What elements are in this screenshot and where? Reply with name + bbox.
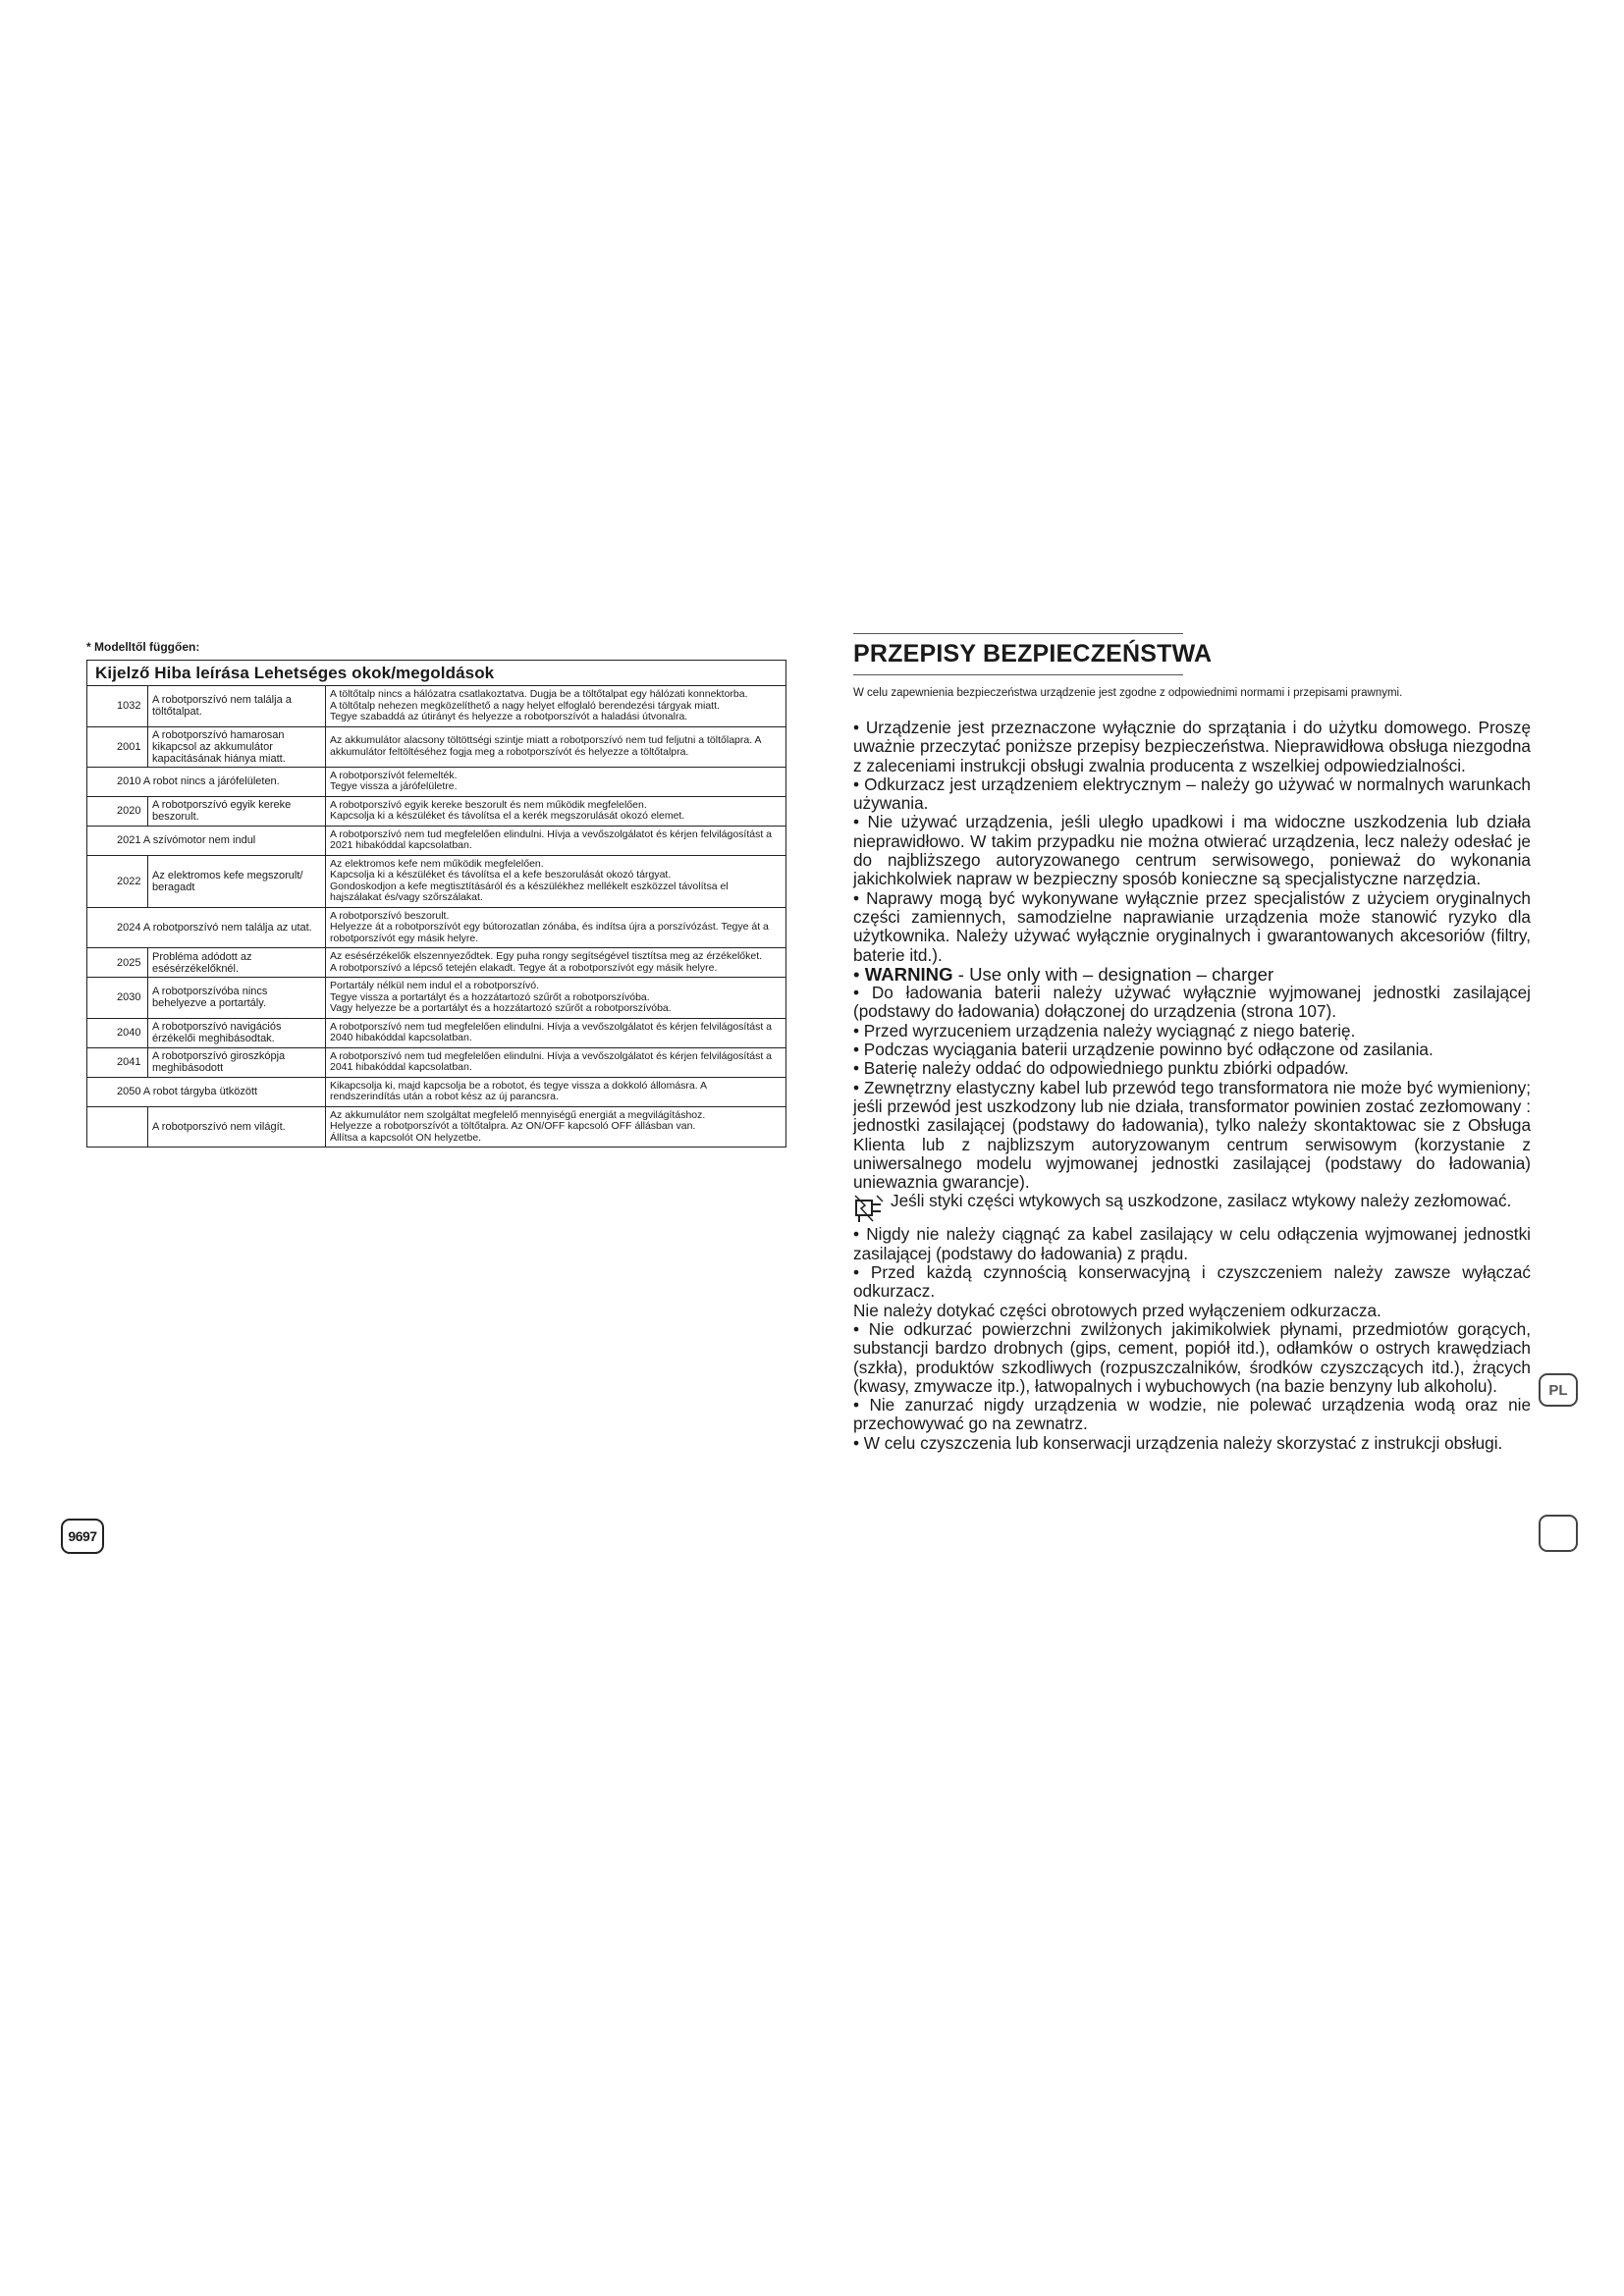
damaged-plug-icon bbox=[853, 1192, 887, 1225]
solution-line: Tegye vissza a járófelületre. bbox=[330, 780, 458, 792]
paragraph: • Nie odkurzać powierzchni zwilżonych jakimikolwiek płynami, przedmiotów gorących, substancji bardzo drobnych (gips, cement, popiół itd.), odłamków o ostrych krawędziach (szkła), produktów szkodliwych (rozpuszczalników, środków czyszczących itd.), żrących (kwasy, zmywacze itp.), łatwopalnych i wybuchowych (na bazie benzyny lub alkoholu). bbox=[853, 1318, 1531, 1396]
error-solution bbox=[326, 1077, 786, 1106]
paragraph: • Naprawy mogą być wykonywane wyłącznie przez specjalistów z użyciem oryginalnych części zamiennych, samodzielne naprawianie urządzenia może stanowić ryzyko dla użytkownika. Należy używać wyłącznie oryginalnych i gwarantowanych akcesoriów (filtry, baterie itd.). bbox=[853, 887, 1531, 965]
table-row bbox=[87, 1018, 786, 1047]
paragraph: Jeśli styki części wtykowych są uszkodzone, zasilacz wtykowy należy zezłomować. bbox=[891, 1191, 1512, 1211]
table-row bbox=[87, 978, 786, 1019]
table-row bbox=[87, 907, 786, 948]
error-description: A robotporszívó giroszkópja meghibásodott bbox=[148, 1047, 326, 1077]
paragraph: • Baterię należy oddać do odpowiedniego punktu zbiórki odpadów. bbox=[853, 1058, 1349, 1079]
paragraph: • Do ładowania baterii należy używać wyłącznie wyjmowanej jednostki zasilającej (podstawy do ładowania) dołączonej do urządzenia (strona 107). bbox=[853, 983, 1531, 1022]
error-solution bbox=[326, 948, 786, 978]
error-code: 2025 bbox=[87, 948, 148, 978]
error-solution bbox=[326, 907, 786, 948]
error-solution bbox=[326, 726, 786, 767]
solution-line: Kapcsolja ki a készüléket és távolítsa el a kerék megszorulását okozó elemet. bbox=[330, 810, 685, 822]
error-code-description: 2021 A szívómotor nem indul bbox=[87, 826, 326, 855]
page-number-box bbox=[1539, 1515, 1578, 1552]
paragraph: • Nie zanurzać nigdy urządzenia w wodzie, nie polewać urządzenia wodą oraz nie przechowywać go na zewnatrz. bbox=[853, 1395, 1531, 1434]
paragraph: • Przed każdą czynnością konserwacyjną i czyszczeniem należy zawsze wyłączać odkurzacz. bbox=[853, 1262, 1531, 1302]
table-header-row bbox=[87, 661, 786, 686]
error-description: A robotporszívóba nincs behelyezve a portartály. bbox=[148, 978, 326, 1019]
error-code: 2001 bbox=[87, 726, 148, 767]
paragraph: • W celu czyszczenia lub konserwacji urządzenia należy skorzystać z instrukcji obsługi. bbox=[853, 1432, 1503, 1453]
solution-line: Az esésérzékelők elszennyeződtek. Egy puha rongy segítségével tisztítsa meg az érzékelőket. bbox=[330, 950, 763, 962]
error-description: Probléma adódott az esésérzékelőknél. bbox=[148, 948, 326, 978]
table-row bbox=[87, 855, 786, 907]
error-solution bbox=[326, 978, 786, 1019]
solution-line: A töltőtalp nehezen megközelíthető a nagy helyet elfoglaló berendezési tárgyak miatt. bbox=[330, 699, 720, 712]
table-row bbox=[87, 726, 786, 767]
page-title: PRZEPISY BEZPIECZEŃSTWA bbox=[853, 640, 1213, 667]
error-description: A robotporszívó navigációs érzékelői meghibásodtak. bbox=[148, 1018, 326, 1047]
table-row bbox=[87, 796, 786, 826]
divider bbox=[853, 674, 1183, 675]
error-solution bbox=[326, 1018, 786, 1047]
table-row bbox=[87, 1047, 786, 1077]
solution-line: A robotporszívó a lépcső tetején elakadt. Tegye át a robotporszívót egy másik helyre. bbox=[330, 961, 718, 974]
paragraph: • Podczas wyciągania baterii urządzenie powinno być odłączone od zasilania. bbox=[853, 1040, 1434, 1060]
solution-line: A robotporszívó nem tud megfelelően elindulni. Hívja a vevőszolgálatot és kérjen felvilágosítást a 2041 hibakóddal kapcsolatban. bbox=[330, 1049, 773, 1073]
solution-line: Tegye vissza a portartályt és a hozzátartozó szűrőt a robotporszívóba. bbox=[330, 990, 650, 1003]
warning-label: WARNING bbox=[864, 963, 953, 985]
error-code: 2041 bbox=[87, 1047, 148, 1077]
error-code: 2040 bbox=[87, 1018, 148, 1047]
bullet: • bbox=[853, 963, 865, 985]
solution-line: A robotporszívó beszorult. bbox=[330, 909, 450, 922]
solution-line: Az akkumulátor alacsony töltöttségi szintje miatt a robotporszívó nem tud feljutni a töltőlapra. A akkumulátor feltöltéséhez fogja meg a robotporszívót és helyezze a töltőtalpra. bbox=[330, 734, 761, 758]
solution-line: Kikapcsolja ki, majd kapcsolja be a robotot, és tegye vissza a dokkoló állomásra. A rendszerindítás után a robot kész az új parancsra. bbox=[330, 1079, 707, 1102]
table-row bbox=[87, 1106, 786, 1148]
warning-text: - Use only with – designation – charger bbox=[952, 963, 1274, 985]
model-note: * Modelltől függően: bbox=[86, 640, 200, 654]
table-header: Kijelző Hiba leírása Lehetséges okok/megoldások bbox=[87, 661, 786, 686]
error-solution bbox=[326, 1047, 786, 1077]
error-table bbox=[86, 660, 786, 1148]
error-description: A robotporszívó hamarosan kikapcsol az akkumulátor kapacitásának hiánya miatt. bbox=[148, 726, 326, 767]
error-code bbox=[87, 1106, 148, 1148]
safety-text bbox=[853, 719, 1531, 1453]
paragraph: • Odkurzacz jest urządzeniem elektrycznym – należy go używać w normalnych warunkach używania. bbox=[853, 774, 1531, 814]
solution-line: Helyezze át a robotporszívót egy bútorozatlan zónába, és indítsa újra a porszívózást. Tegye át a robotporszívót egy másik helyre. bbox=[330, 921, 769, 944]
error-solution bbox=[326, 686, 786, 727]
page-number: 9697 bbox=[61, 1519, 104, 1554]
error-description: A robotporszívó nem találja a töltőtalpat. bbox=[148, 686, 326, 727]
error-solution bbox=[326, 855, 786, 907]
table-row bbox=[87, 826, 786, 855]
solution-line: A töltőtalp nincs a hálózatra csatlakoztatva. Dugja be a töltőtalpat egy hálózati konnektorba. bbox=[330, 688, 748, 700]
solution-line: A robotporszívó nem tud megfelelően elindulni. Hívja a vevőszolgálatot és kérjen felvilágosítást a 2021 hibakóddal kapcsolatban. bbox=[330, 828, 773, 851]
table-row bbox=[87, 1077, 786, 1106]
error-code: 2030 bbox=[87, 978, 148, 1019]
right-page bbox=[853, 633, 1531, 1453]
warning-line bbox=[853, 965, 1531, 984]
paragraph: Nie należy dotykać części obrotowych przed wyłączeniem odkurzacza. bbox=[853, 1300, 1381, 1320]
error-description: A robotporszívó nem világít. bbox=[148, 1106, 326, 1148]
error-code-description: 2010 A robot nincs a járófelületen. bbox=[87, 767, 326, 796]
paragraph: • Nie używać urządzenia, jeśli uległo upadkowi i ma widoczne uszkodzenia lub działa nieprawidłowo. W takim przypadku nie można otwierać urządzenia, lecz należy odesłać je do najbliższego autoryzowanego centrum serwisowego, ponieważ do wykonania jakichkolwiek napraw w bezpieczny sposób konieczne są specjalistyczne narzędzia. bbox=[853, 812, 1531, 889]
solution-line: Az elektromos kefe nem működik megfelelően. bbox=[330, 857, 544, 870]
error-code: 2022 bbox=[87, 855, 148, 907]
paragraph: • Nigdy nie należy ciągnąć za kabel zasilający w celu odłączenia wyjmowanej jednostki zasilającej (podstawy do ładowania) z prądu. bbox=[853, 1224, 1531, 1263]
solution-line: Gondoskodjon a kefe megtisztításáról és a készülékhez mellékelt eszközzel távolítsa el hajszálakat és/vagy szőrszálakat. bbox=[330, 880, 729, 903]
table-row bbox=[87, 767, 786, 796]
paragraph: • Zewnętrzny elastyczny kabel lub przewód tego transformatora nie może być wymieniony; jeśli przewód jest uszkodzony lub nie działa, transformator powinien zostać zezłomowany : jednostki zasilającej (podstawy do ładowania), tylko należy skontaktowac sie z Obsługa Klienta lub z najblizszym autoryzowanym centrum serwisowym (korzystanie z uniwersalnego modelu wyjmowanej jednostki zasilającej (podstawy do ładowania) uniewaznia gwarancje). bbox=[853, 1077, 1531, 1193]
error-code-description: 2024 A robotporszívó nem találja az utat. bbox=[87, 907, 326, 948]
error-solution bbox=[326, 767, 786, 796]
language-badge: PL bbox=[1539, 1373, 1578, 1407]
intro-text: W celu zapewnienia bezpieczeństwa urządzenie jest zgodne z odpowiednimi normami i przepisami prawnymi. bbox=[853, 687, 1403, 699]
paragraph: • Urządzenie jest przeznaczone wyłącznie do sprzątania i do użytku domowego. Proszę uważnie przeczytać poniższe przepisy bezpieczeństwa. Nieprawidłowa obsługa niezgodna z zaleceniami instrukcji obsługi zwalnia producenta z wszelkiej odpowiedzialności. bbox=[853, 718, 1531, 775]
error-description: A robotporszívó egyik kereke beszorult. bbox=[148, 796, 326, 826]
solution-line: Kapcsolja ki a készüléket és távolítsa el a kefe beszorulását okozó tárgyat. bbox=[330, 869, 672, 881]
error-solution bbox=[326, 1106, 786, 1148]
error-description: Az elektromos kefe megszorult/ beragadt bbox=[148, 855, 326, 907]
error-solution bbox=[326, 826, 786, 855]
error-solution bbox=[326, 796, 786, 826]
solution-line: Az akkumulátor nem szolgáltat megfelelő mennyiségű energiát a megvilágításhoz. bbox=[330, 1108, 706, 1121]
table-row bbox=[87, 686, 786, 727]
solution-line: Vagy helyezze be a portartályt és a hozzátartozó szűrőt a robotporszívóba. bbox=[330, 1002, 672, 1014]
error-code: 1032 bbox=[87, 686, 148, 727]
plug-warning bbox=[853, 1192, 1531, 1225]
divider bbox=[853, 633, 1183, 634]
solution-line: Helyezze a robotporszívót a töltőtalpra. Az ON/OFF kapcsoló OFF állásban van. bbox=[330, 1120, 696, 1132]
solution-line: A robotporszívó egyik kereke beszorult és nem működik megfelelően. bbox=[330, 798, 647, 811]
solution-line: Tegye szabaddá az útirányt és helyezze a robotporszívót a haladási útvonalra. bbox=[330, 711, 688, 722]
error-code-description: 2050 A robot tárgyba ütközött bbox=[87, 1077, 326, 1106]
error-code: 2020 bbox=[87, 796, 148, 826]
left-page bbox=[86, 640, 785, 1148]
solution-line: A robotporszívó nem tud megfelelően elindulni. Hívja a vevőszolgálatot és kérjen felvilágosítást a 2040 hibakóddal kapcsolatban. bbox=[330, 1020, 773, 1043]
solution-line: A robotporszívót felemelték. bbox=[330, 769, 458, 781]
table-row bbox=[87, 948, 786, 978]
solution-line: Állítsa a kapcsolót ON helyzetbe. bbox=[330, 1131, 482, 1144]
paragraph: • Przed wyrzuceniem urządzenia należy wyciągnąć z niego baterię. bbox=[853, 1020, 1356, 1041]
solution-line: Portartály nélkül nem indul el a robotporszívó. bbox=[330, 980, 540, 991]
